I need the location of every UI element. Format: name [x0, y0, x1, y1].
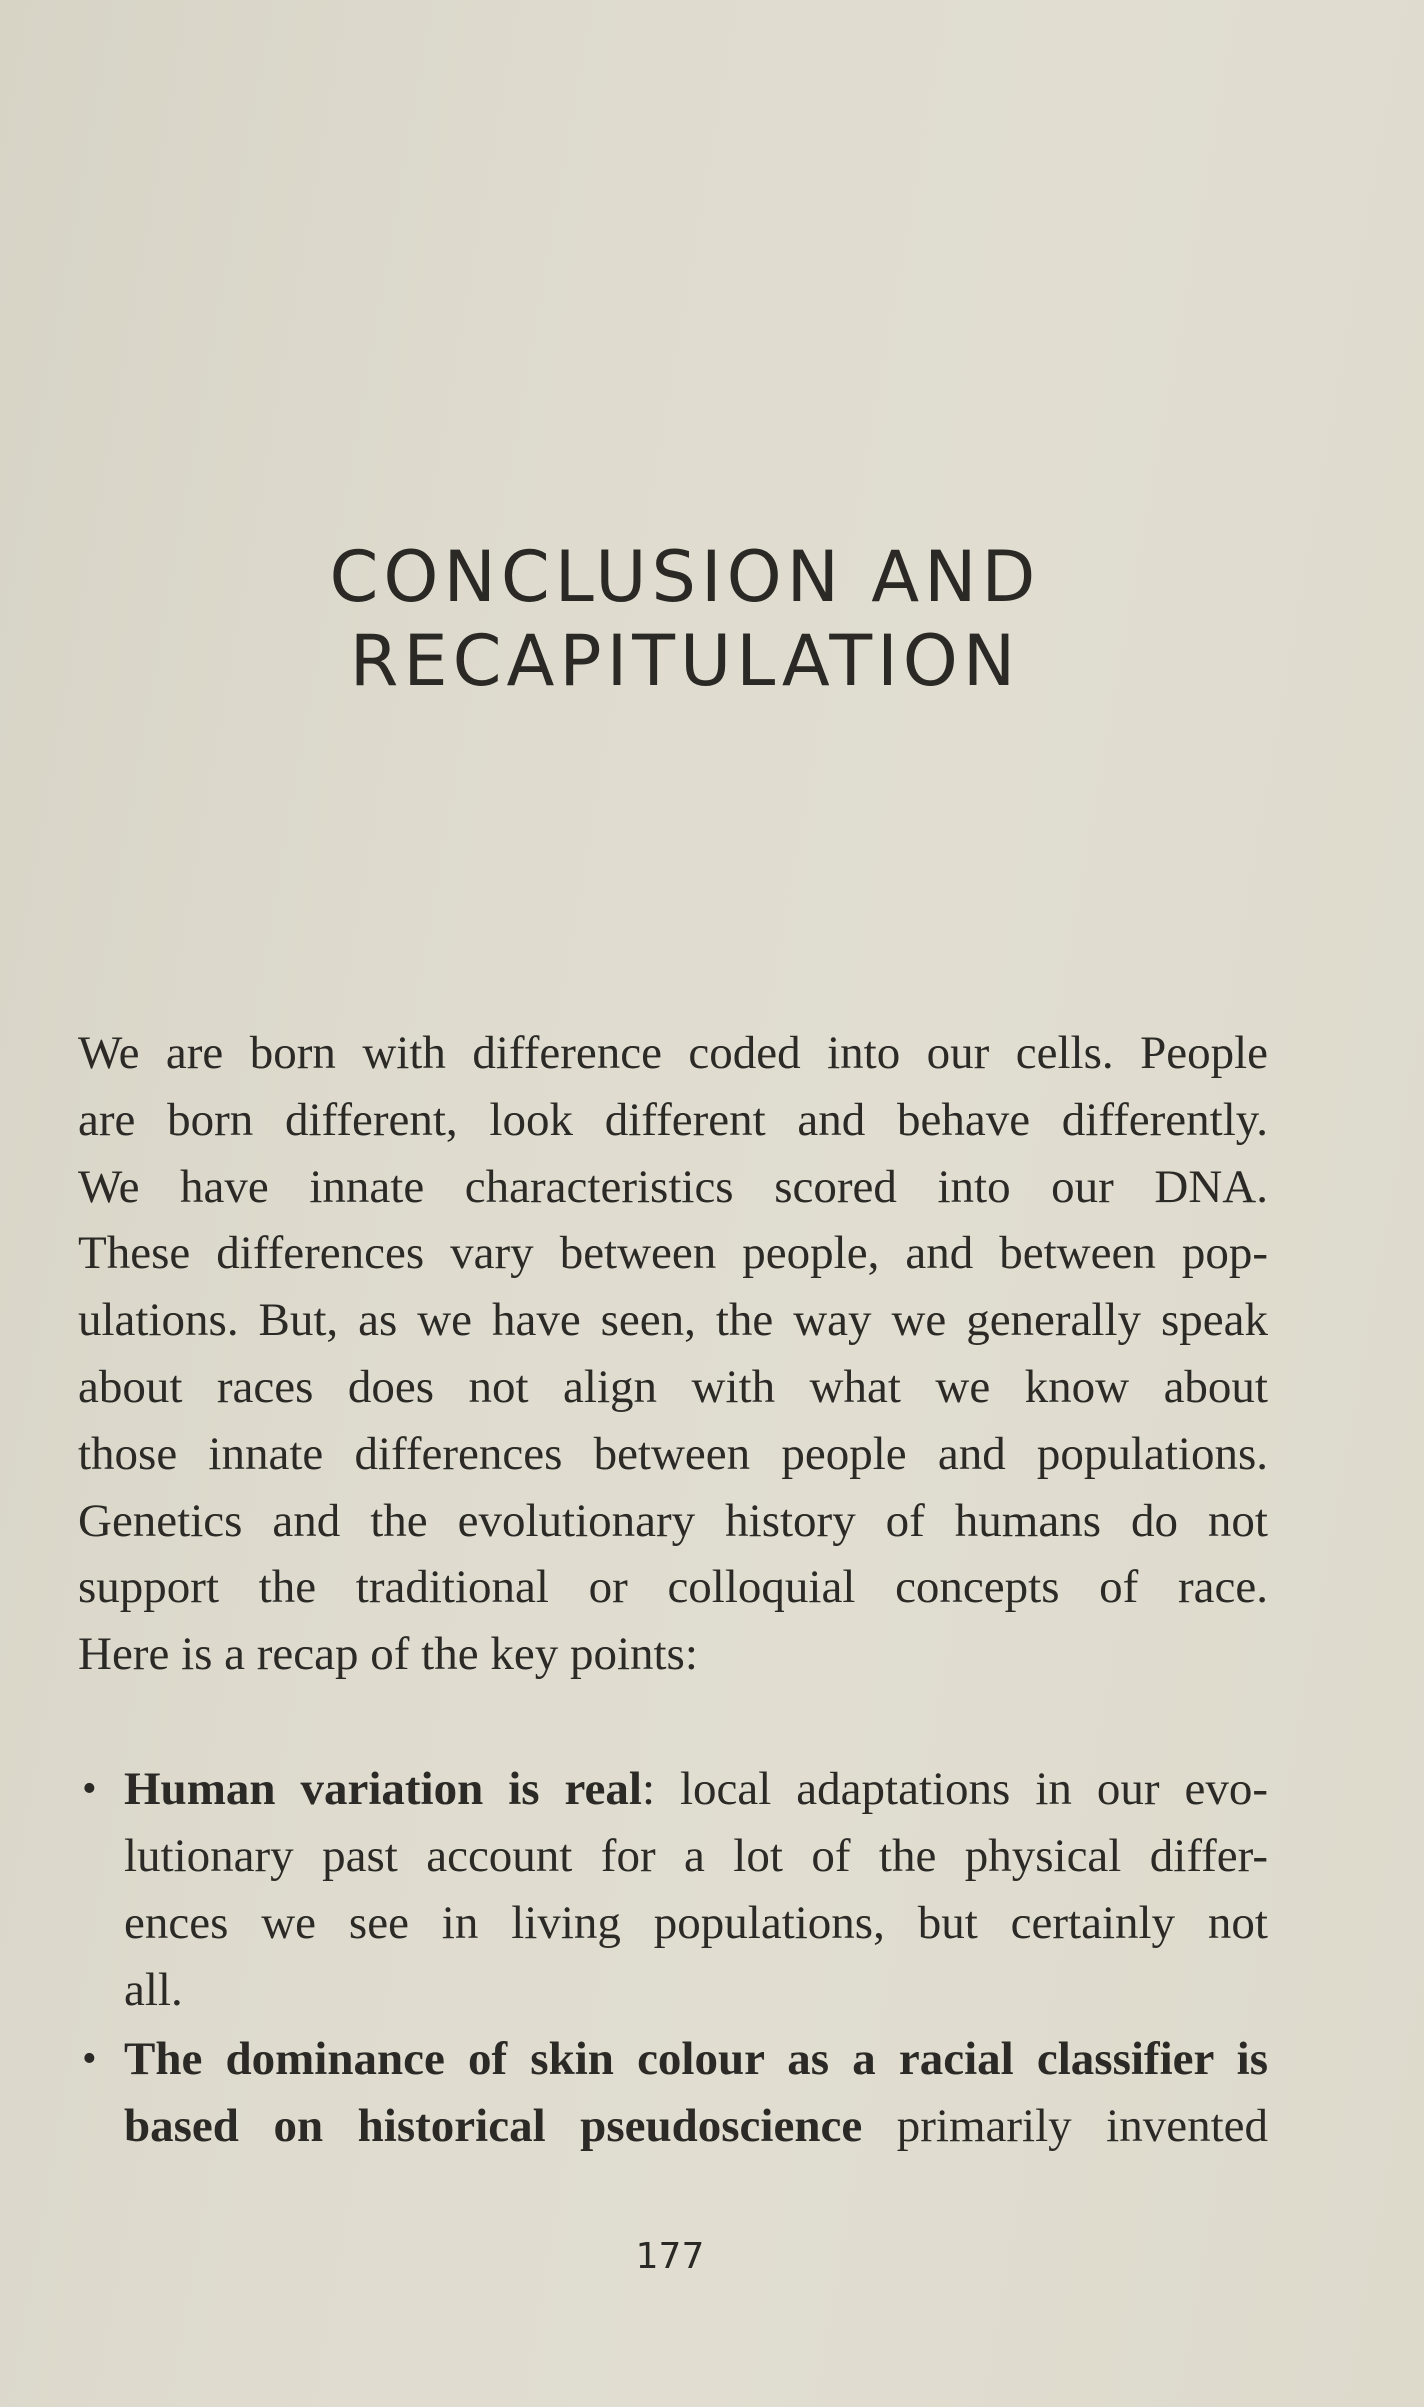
bullet-icon: •	[82, 1766, 97, 1812]
chapter-title	[0, 535, 1370, 703]
bullet-bold-lead: based on historical pseudoscience	[124, 2100, 863, 2152]
page-number: 177	[635, 2236, 705, 2277]
paragraph-line: We have innate characteristics scored into our DNA.	[78, 1160, 1268, 1213]
body-paragraph	[78, 1020, 1268, 1688]
chapter-title-line-1: CONCLUSION AND	[329, 536, 1041, 618]
paragraph-line: These differences vary between people, and between pop-	[78, 1227, 1268, 1280]
bullet-line	[124, 1756, 1268, 1823]
paragraph-line: about races does not align with what we know about	[78, 1360, 1268, 1413]
key-points-list	[78, 1756, 1268, 2162]
paragraph-line: Genetics and the evolutionary history of humans do not	[78, 1494, 1268, 1547]
paragraph-line: ulations. But, as we have seen, the way we generally speak	[78, 1294, 1268, 1347]
list-item	[78, 1756, 1268, 2024]
chapter-title-line-2: RECAPITULATION	[349, 620, 1021, 702]
bullet-line	[124, 2093, 1268, 2160]
paragraph-line: We are born with difference coded into our cells. People	[78, 1027, 1268, 1079]
paragraph-line: are born different, look different and behave differently.	[78, 1093, 1268, 1146]
bullet-text: primarily invented	[862, 2100, 1269, 2152]
bullet-bold-lead: Human variation is real	[124, 1763, 642, 1815]
paragraph-line: support the traditional or colloquial concepts of race.	[78, 1561, 1268, 1614]
bullet-text: : local adaptations in our evo-	[641, 1763, 1268, 1815]
bullet-line: lutionary past account for a lot of the physical differ-	[124, 1830, 1268, 1882]
list-item	[78, 2026, 1268, 2160]
bullet-line: ences we see in living populations, but certainly not	[124, 1897, 1268, 1949]
bullet-icon: •	[82, 2036, 97, 2082]
paragraph-line: those innate differences between people and populations.	[78, 1427, 1268, 1480]
paragraph-line: Here is a recap of the key points:	[78, 1628, 698, 1681]
bullet-bold-line: The dominance of skin colour as a racial classifier is	[124, 2033, 1268, 2085]
bullet-line: all.	[124, 1964, 183, 2016]
